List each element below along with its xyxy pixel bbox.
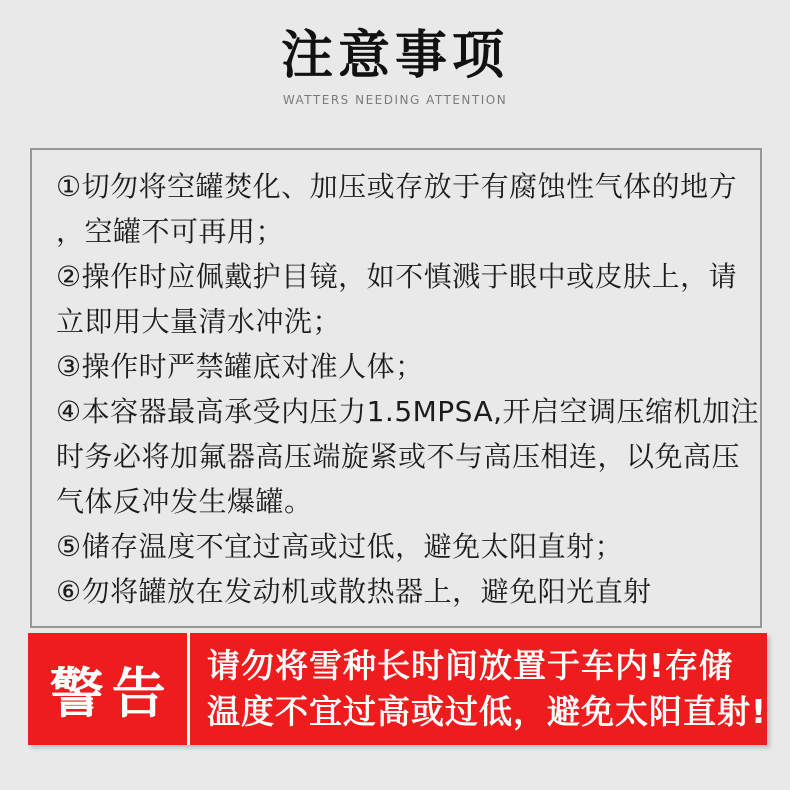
warning-label: 警告 xyxy=(49,661,174,725)
notice-line-5: ③操作时严禁罐底对准人体； xyxy=(56,350,424,383)
notice-line-8: 气体反冲发生爆罐。 xyxy=(56,485,313,518)
header xyxy=(0,28,790,107)
warning-label-section xyxy=(28,633,187,745)
warning-text-section xyxy=(190,633,767,745)
notice-box xyxy=(30,148,762,628)
notice-line-1: ①切勿将空罐焚化、加压或存放于有腐蚀性气体的地方 xyxy=(56,170,738,203)
notice-line-2: ，空罐不可再用； xyxy=(56,215,285,248)
warning-line-1: 请勿将雪种长时间放置于车内!存储 xyxy=(206,646,733,685)
notice-line-6: ④本容器最高承受内压力1.5MPSA,开启空调压缩机加注 xyxy=(56,395,760,428)
page-title: 注意事项 xyxy=(280,26,509,86)
notice-line-10: ⑥勿将罐放在发动机或散热器上，避免阳光直射 xyxy=(56,575,652,608)
notice-line-7: 时务必将加氟器高压端旋紧或不与高压相连，以免高压 xyxy=(56,440,741,473)
page-subtitle: WATTERS NEEDING ATTENTION xyxy=(282,93,508,108)
notice-line-4: 立即用大量清水冲洗； xyxy=(56,305,342,338)
warning-banner xyxy=(28,633,767,745)
warning-line-2: 温度不宜过高或过低，避免太阳直射! xyxy=(206,692,767,731)
notice-line-3: ②操作时应佩戴护目镜，如不慎溅于眼中或皮肤上，请 xyxy=(56,260,738,293)
notice-line-9: ⑤储存温度不宜过高或过低，避免太阳直射； xyxy=(56,530,624,563)
